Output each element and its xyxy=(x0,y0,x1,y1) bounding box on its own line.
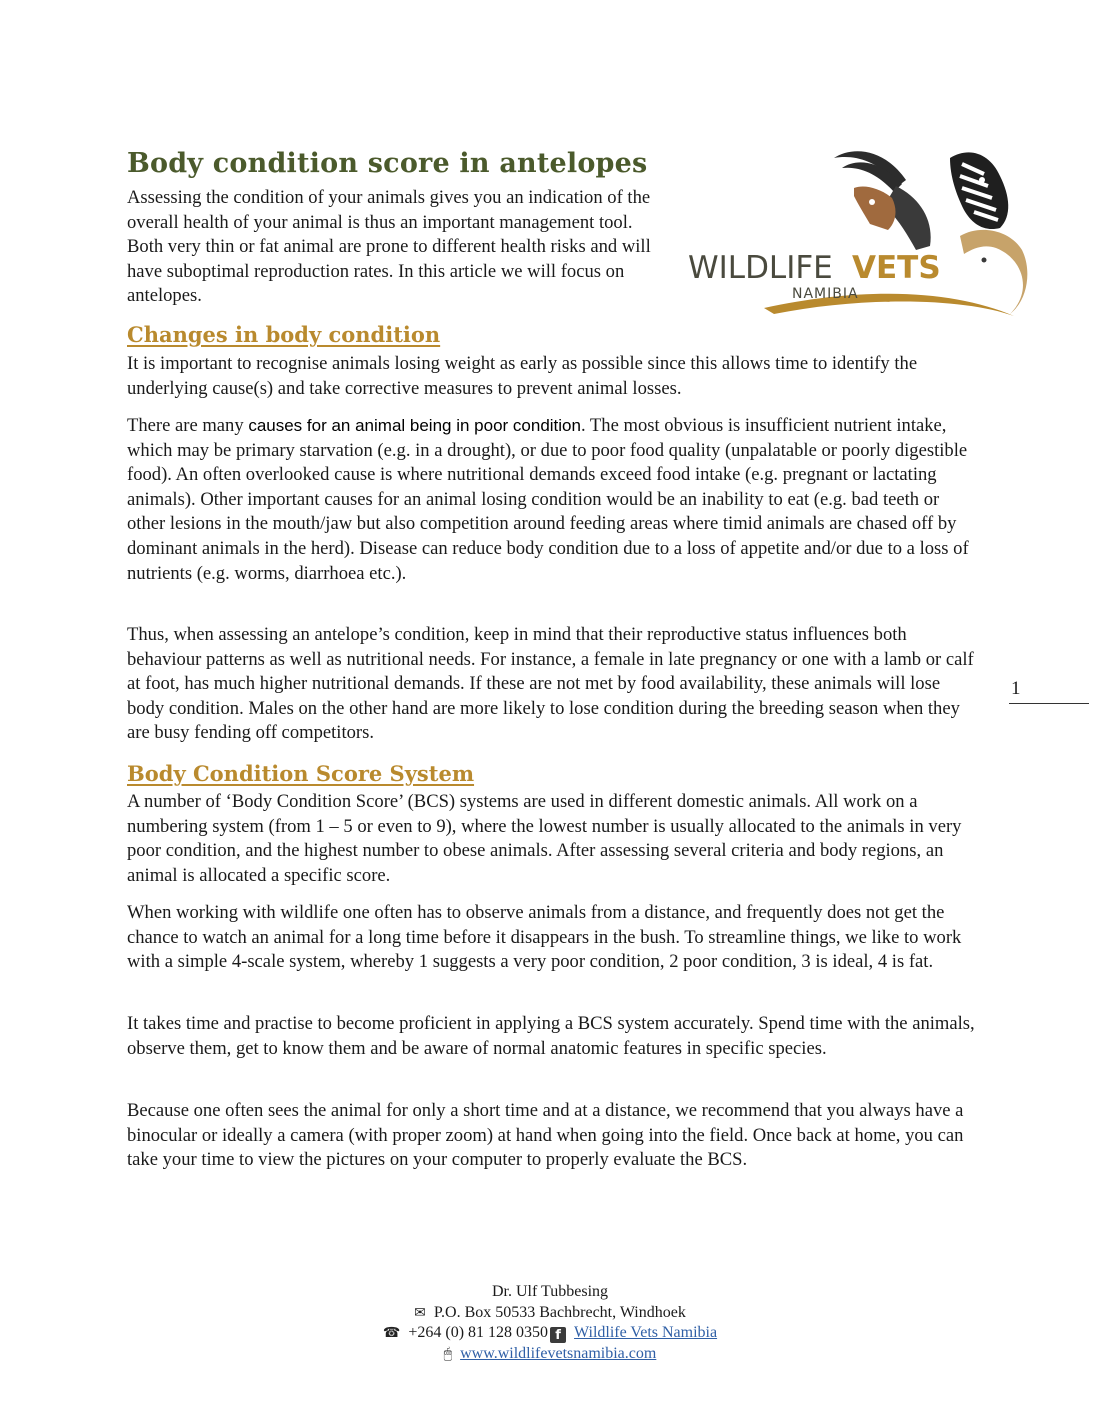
paragraph: When working with wildlife one often has to observe animals from a distance, and frequently does not get the chance to watch an animal for a long time before it disappears in the bush. To streamline things, we like to work with a simple 4-scale system, whereby 1 suggests a very poor condition, 2 poor condition, 3 is ideal, 4 is fat. xyxy=(127,902,962,973)
footer-web-line xyxy=(300,1344,800,1365)
footer-name: Dr. Ulf Tubbesing xyxy=(491,1283,609,1300)
logo-word-vets: VETS xyxy=(852,250,941,286)
page-number-rule xyxy=(1009,703,1089,704)
paragraph: It takes time and practise to become proficient in applying a BCS system accurately. Spend time with the animals, observe them, get to know them and be aware of normal anatomic features in specific species. xyxy=(127,1013,975,1059)
wildlife-vets-logo xyxy=(684,140,1040,326)
mouse-icon: 🖱 xyxy=(443,1345,453,1362)
paragraph: A number of ‘Body Condition Score’ (BCS) systems are used in different domestic animals. All work on a numbering system (from 1 – 5 or even to 9), where the lowest number is usually allocated to the animals in very poor condition, and the highest number to obese animals. After assessing several criteria and body regions, an animal is allocated a specific score. xyxy=(127,791,962,886)
footer xyxy=(300,1282,800,1364)
facebook-icon: f xyxy=(550,1327,566,1343)
logo-word-namibia: NAMIBIA xyxy=(792,286,859,302)
phone-icon: ☎ xyxy=(382,1325,401,1341)
footer-phone: +264 (0) 81 128 0350 xyxy=(408,1324,549,1341)
highlighted-phrase: causes for an animal being in poor condition xyxy=(248,416,581,435)
text-run: . The most obvious is insufficient nutrient intake, which may be primary starvation (e.g. in a drought), or due to poor food quality (unpalatable or poorly digestible food). An often overlooked cause is where nutritional demands exceed food intake (e.g. pregnant or lactating animals). Other important causes for an animal losing condition would be an inability to eat (e.g. bad teeth or other lesions in the mouth/jaw but also competition around feeding areas where timid animals are chased off by dominant animals in the herd). Disease can reduce body condition due to a loss of appetite and/or due to a loss of nutrients (e.g. worms, diarrhoea etc.). xyxy=(127,415,969,584)
section-heading-changes: Changes in body condition xyxy=(127,322,441,347)
footer-address: P.O. Box 50533 Bachbrecht, Windhoek xyxy=(433,1303,686,1321)
text-run: There are many xyxy=(127,415,249,436)
paragraph: It is important to recognise animals losing weight as early as possible since this allows time to identify the underlying cause(s) and take corrective measures to prevent animal losses. xyxy=(127,353,918,399)
page-number: 1 xyxy=(1011,678,1021,699)
section-heading-bcs-system: Body Condition Score System xyxy=(127,761,475,786)
envelope-icon: ✉ xyxy=(414,1304,426,1321)
footer-contact-line xyxy=(300,1323,800,1344)
paragraph: Because one often sees the animal for only a short time and at a distance, we recommend that you always have a binocular or ideally a camera (with proper zoom) at hand when going into the field. Once back at home, you can take your time to view the pictures on your computer to properly evaluate the BCS. xyxy=(127,1100,964,1171)
paragraph xyxy=(127,414,977,586)
website-link[interactable]: www.wildlifevetsnamibia.com xyxy=(460,1344,657,1362)
page-title: Body condition score in antelopes xyxy=(127,148,648,179)
facebook-link[interactable]: Wildlife Vets Namibia xyxy=(574,1324,718,1341)
footer-address-line xyxy=(300,1303,800,1324)
logo-word-wildlife: WILDLIFE xyxy=(688,250,833,286)
intro-paragraph: Assessing the condition of your animals gives you an indication of the overall health of your animal is thus an important management tool. Both very thin or fat animal are prone to different health risks and will have suboptimal reproduction rates. In this article we will focus on antelopes. xyxy=(127,187,651,307)
paragraph: Thus, when assessing an antelope’s condition, keep in mind that their reproductive status influences both behaviour patterns as well as nutritional needs. For instance, a female in late pregnancy or one with a lamb or calf at foot, has much higher nutritional demands. If these are not met by food availability, these animals will lose body condition. Males on the other hand are more likely to lose condition during the breeding season when they are busy fending off competitors. xyxy=(127,624,974,744)
